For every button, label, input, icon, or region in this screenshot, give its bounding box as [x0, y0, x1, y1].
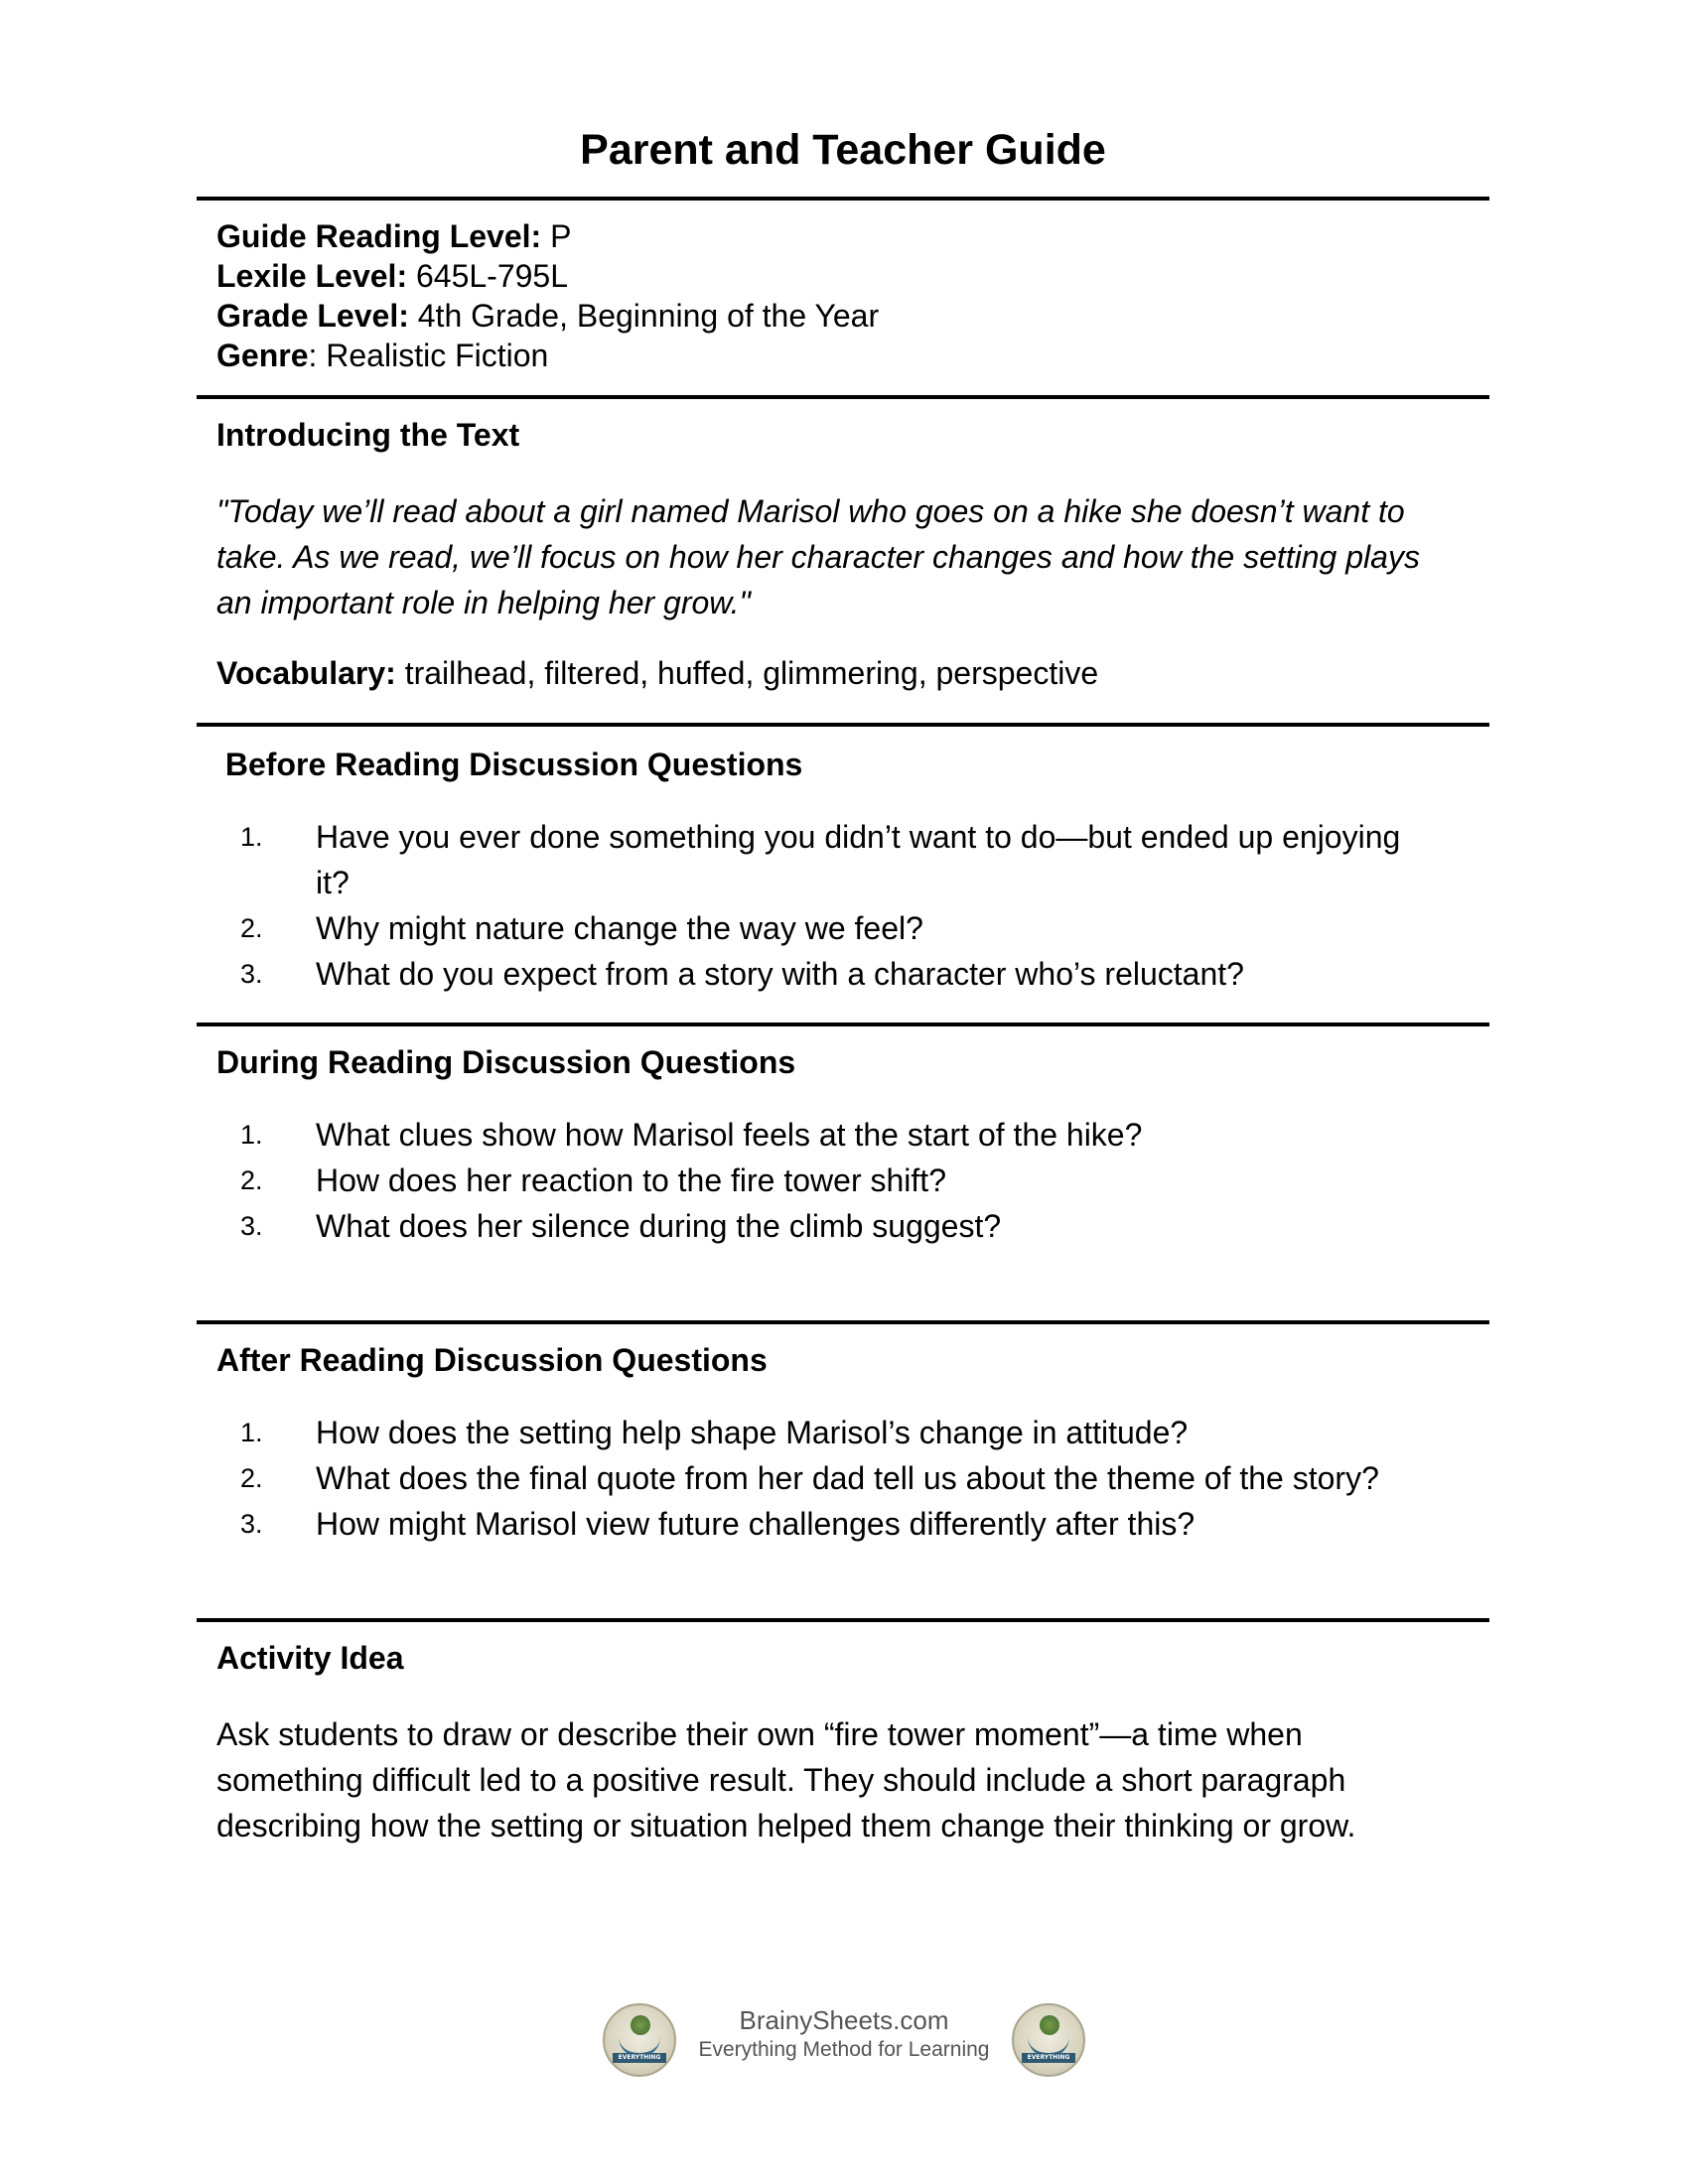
introducing-section: [216, 415, 1477, 693]
activity-heading: Activity Idea: [216, 1640, 404, 1676]
brand-tagline: Everything Method for Learning: [698, 2038, 990, 2061]
brand-site: BrainySheets.com: [739, 2005, 949, 2035]
after-section: [216, 1340, 1477, 1547]
brand-logo-icon: EVERYTHING: [1012, 2003, 1085, 2077]
intro-quote: "Today we’ll read about a girl named Marisol who goes on a hike she doesn’t want to take. As we read, we’ll focus on how her character changes and how the setting plays an important role in helping her grow.": [216, 493, 1420, 620]
introducing-heading: Introducing the Text: [216, 417, 520, 453]
after-questions: [216, 1410, 1477, 1547]
question-item: 2. What does the final quote from her dad tell us about the theme of the story?: [240, 1460, 1379, 1496]
during-section: [216, 1042, 1477, 1249]
after-heading: After Reading Discussion Questions: [216, 1342, 768, 1378]
activity-text: Ask students to draw or describe their own “fire tower moment”—a time when something difficult led to a positive result. They should include a short paragraph describing how the setting or situation helped them change their thinking or grow.: [216, 1716, 1356, 1843]
question-item: 3. What does her silence during the climb suggest?: [240, 1208, 1002, 1244]
reading-level: Guide Reading Level: P: [216, 218, 572, 254]
grade-level: Grade Level: 4th Grade, Beginning of the Year: [216, 298, 880, 334]
question-item: 1. How does the setting help shape Marisol’s change in attitude?: [240, 1415, 1189, 1450]
page-title: Parent and Teacher Guide: [580, 126, 1106, 174]
divider: [197, 1618, 1489, 1622]
question-item: 1. Have you ever done something you didn’t want to do—but ended up enjoying it?: [240, 819, 1401, 900]
during-heading: During Reading Discussion Questions: [216, 1044, 796, 1080]
divider: [197, 197, 1489, 201]
question-item: 2. How does her reaction to the fire tower shift?: [240, 1162, 946, 1198]
meta-block: [216, 216, 1477, 375]
brand-logo-icon: EVERYTHING: [603, 2003, 676, 2077]
divider: [197, 395, 1489, 399]
during-questions: [216, 1112, 1477, 1249]
before-section: [216, 745, 1477, 997]
question-item: 1. What clues show how Marisol feels at the start of the hike?: [240, 1117, 1143, 1153]
lexile-level: Lexile Level: 645L-795L: [216, 258, 569, 294]
brand-text: [0, 2003, 1688, 2063]
question-item: 3. What do you expect from a story with a character who’s reluctant?: [240, 956, 1244, 992]
question-item: 3. How might Marisol view future challenges differently after this?: [240, 1506, 1196, 1542]
divider: [197, 1320, 1489, 1324]
footer: [0, 2003, 1688, 2083]
question-item: 2. Why might nature change the way we feel?: [240, 910, 923, 946]
genre: Genre: Realistic Fiction: [216, 338, 549, 373]
vocabulary: Vocabulary: trailhead, filtered, huffed, glimmering, perspective: [216, 655, 1099, 691]
divider: [197, 723, 1489, 727]
divider: [197, 1023, 1489, 1026]
before-heading: Before Reading Discussion Questions: [216, 747, 803, 782]
activity-section: [216, 1638, 1477, 1848]
before-questions: [216, 814, 1477, 997]
